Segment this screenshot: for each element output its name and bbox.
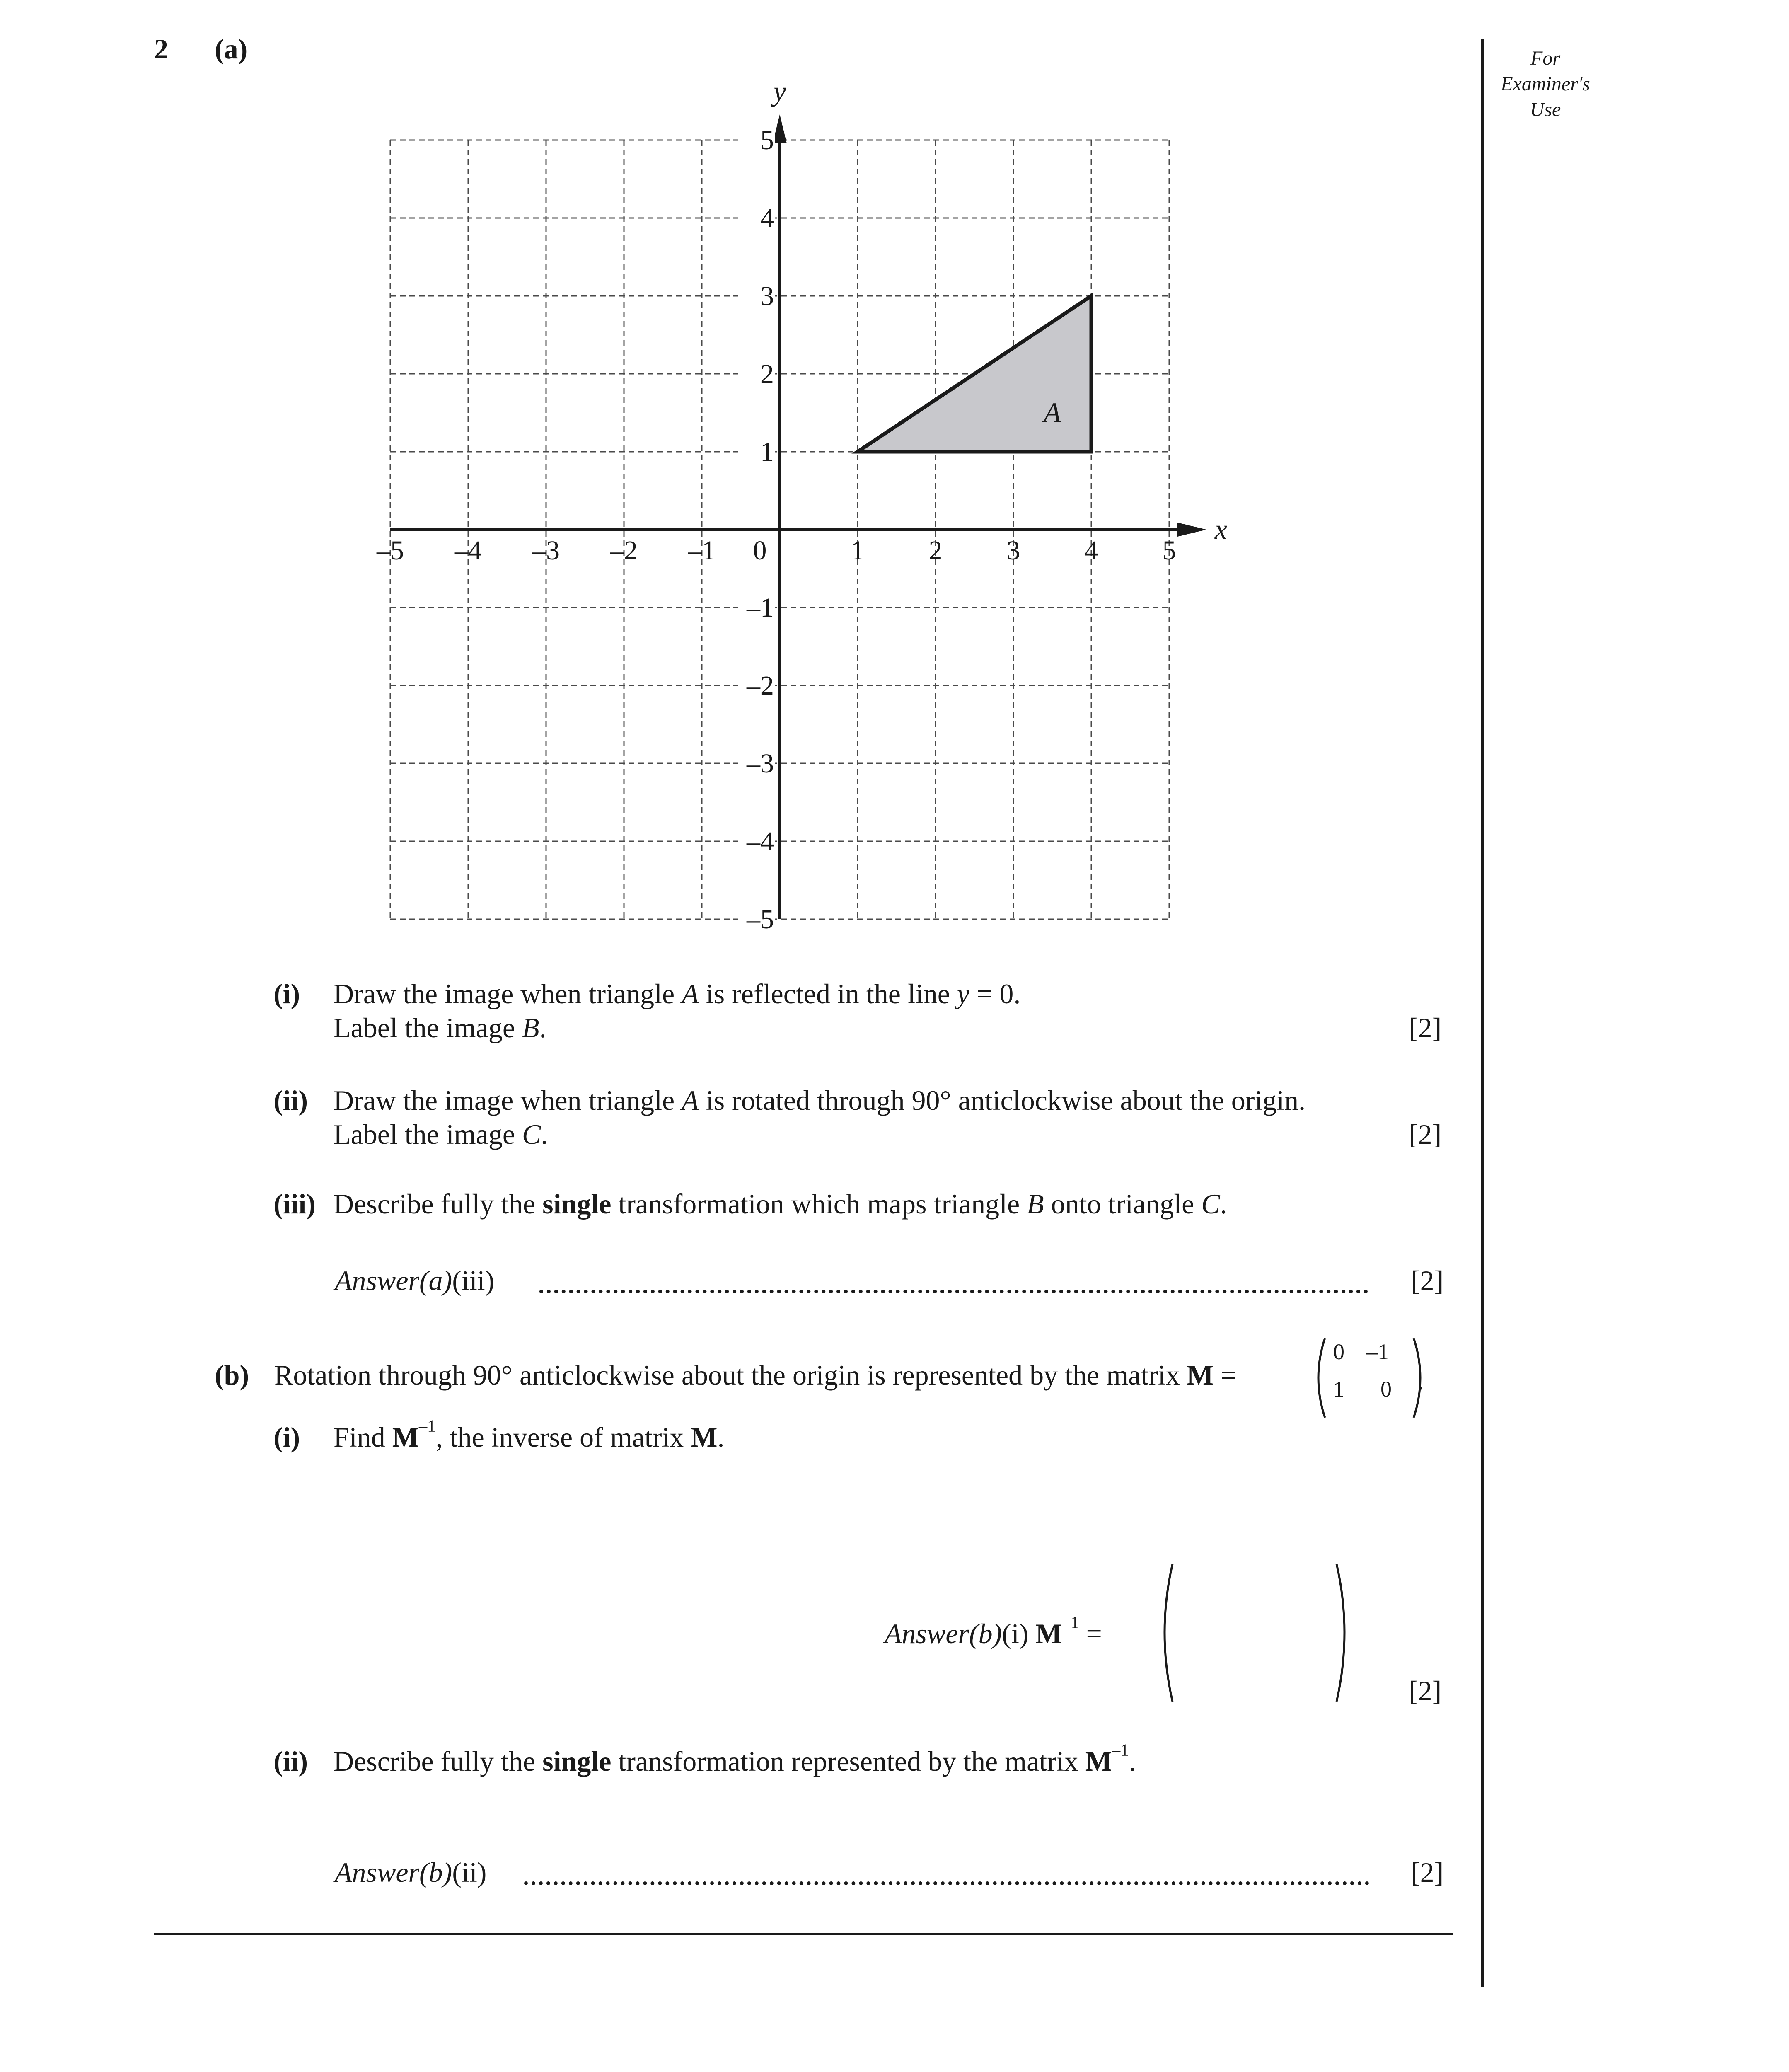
y-axis-arrow xyxy=(773,114,787,143)
part-a-label: (a) xyxy=(215,33,248,65)
b-ii-line xyxy=(334,1740,1136,1778)
text-span: Describe fully the xyxy=(334,1745,543,1777)
triangle-label: A xyxy=(1044,397,1061,428)
y-tick-label: 4 xyxy=(760,203,774,233)
text-span: (ii) xyxy=(452,1857,487,1888)
matrix-cell: 1 xyxy=(1333,1377,1344,1402)
y-tick-label: –4 xyxy=(747,826,774,857)
a-i-label: (i) xyxy=(273,978,300,1009)
text-span: Answer(a) xyxy=(335,1265,452,1296)
text-span: Label the image xyxy=(334,1012,522,1043)
text-span: transformation which maps triangle xyxy=(611,1188,1027,1220)
text-span: M xyxy=(1035,1618,1062,1649)
mark-a-iii: [2] xyxy=(1411,1265,1444,1296)
answer-b-ii-label xyxy=(335,1856,486,1889)
y-tick-label: –5 xyxy=(747,904,774,934)
text-span: . xyxy=(1129,1745,1136,1777)
question-number: 2 xyxy=(154,33,168,65)
a-i-line1 xyxy=(334,977,1020,1010)
text-span: (iii) xyxy=(452,1265,495,1296)
x-tick-label: –2 xyxy=(610,535,638,566)
text-span: single xyxy=(542,1745,612,1777)
x-axis-label: x xyxy=(1214,513,1228,545)
text-span: A xyxy=(682,978,699,1009)
text-span: Label the image xyxy=(334,1118,522,1150)
text-span: M xyxy=(1187,1359,1214,1391)
text-span: M xyxy=(1085,1745,1112,1777)
text-span: Find xyxy=(334,1421,392,1453)
mark-a-i: [2] xyxy=(1409,1012,1442,1043)
y-tick-label: 2 xyxy=(760,359,774,389)
a-iii-label: (iii) xyxy=(273,1188,316,1220)
text-span: is reflected in the line xyxy=(699,978,957,1009)
answer-b-i-label xyxy=(885,1613,1102,1650)
text-span: B xyxy=(522,1012,539,1043)
text-span: A xyxy=(682,1084,699,1116)
text-span: M xyxy=(691,1421,718,1453)
x-tick-label: –3 xyxy=(532,535,560,566)
a-i-line2 xyxy=(334,1011,546,1044)
x-axis-arrow xyxy=(1177,523,1206,537)
b-intro xyxy=(274,1358,1236,1392)
text-span: –1 xyxy=(1062,1613,1079,1632)
mark-a-ii: [2] xyxy=(1409,1118,1442,1150)
x-tick-label: –5 xyxy=(377,535,404,566)
answer-b-ii-line[interactable] xyxy=(524,1881,1369,1885)
x-tick-label: 0 xyxy=(753,535,767,566)
y-tick-label: –2 xyxy=(747,670,774,701)
a-ii-label: (ii) xyxy=(273,1084,308,1116)
text-span: = 0. xyxy=(969,978,1021,1009)
text-span: . xyxy=(717,1421,725,1453)
text-span: y xyxy=(957,978,970,1009)
text-span: , the inverse of matrix xyxy=(435,1421,691,1453)
matrix-cell: 0 xyxy=(1333,1339,1344,1364)
y-tick-label: 3 xyxy=(760,281,774,311)
text-span: single xyxy=(542,1188,612,1220)
y-tick-label: –3 xyxy=(747,748,774,779)
answer-matrix-brackets[interactable] xyxy=(1160,1562,1355,1703)
text-span: –1 xyxy=(418,1416,436,1435)
triangle-a xyxy=(858,296,1091,452)
b-i-label: (i) xyxy=(273,1421,300,1453)
x-tick-label: 5 xyxy=(1162,535,1176,566)
text-span: –1 xyxy=(1112,1740,1129,1760)
examiner-line: Use xyxy=(1530,99,1561,121)
text-span: . xyxy=(1220,1188,1227,1220)
answer-a-iii-label xyxy=(335,1264,494,1297)
text-span: B xyxy=(1027,1188,1044,1220)
text-span: onto triangle xyxy=(1044,1188,1202,1220)
x-tick-label: –4 xyxy=(455,535,482,566)
b-ii-label: (ii) xyxy=(273,1745,308,1777)
y-tick-label: 1 xyxy=(760,437,774,467)
y-tick-label: –1 xyxy=(747,593,774,623)
examiner-line: Examiner's xyxy=(1501,73,1590,95)
b-label: (b) xyxy=(215,1359,249,1391)
a-ii-line1 xyxy=(334,1084,1305,1117)
examiner-line: For xyxy=(1530,47,1560,69)
x-tick-label: –1 xyxy=(688,535,716,566)
matrix-cell: 0 xyxy=(1380,1377,1392,1402)
text-span: = xyxy=(1079,1618,1102,1649)
bottom-rule xyxy=(154,1933,1453,1935)
text-span: C xyxy=(1201,1188,1220,1220)
text-span: M xyxy=(392,1421,419,1453)
text-span: C xyxy=(522,1118,541,1150)
x-tick-label: 1 xyxy=(851,535,865,566)
mark-b-i: [2] xyxy=(1409,1675,1442,1706)
text-span: Draw the image when triangle xyxy=(334,978,682,1009)
matrix-end-dot: . xyxy=(1417,1364,1424,1396)
mark-b-ii: [2] xyxy=(1411,1857,1444,1888)
text-span: Answer(b) xyxy=(335,1857,452,1888)
matrix-cell: –1 xyxy=(1366,1339,1389,1364)
text-span: = xyxy=(1213,1359,1237,1391)
y-axis-label: y xyxy=(773,75,786,107)
text-span: . xyxy=(539,1012,546,1043)
y-tick-label: 5 xyxy=(760,125,774,155)
b-i-line xyxy=(334,1416,725,1454)
answer-a-iii-line[interactable] xyxy=(539,1290,1368,1293)
text-span: is rotated through 90° anticlockwise about the origin. xyxy=(699,1084,1306,1116)
text-span: transformation represented by the matrix xyxy=(611,1745,1085,1777)
a-iii-line xyxy=(334,1187,1227,1220)
text-span: Describe fully the xyxy=(334,1188,543,1220)
text-span: (i) xyxy=(1002,1618,1036,1649)
text-span: . xyxy=(541,1118,548,1150)
a-ii-line2 xyxy=(334,1118,548,1151)
text-span: Draw the image when triangle xyxy=(334,1084,682,1116)
x-tick-label: 2 xyxy=(928,535,943,566)
x-tick-label: 3 xyxy=(1006,535,1020,566)
coordinate-grid xyxy=(0,0,1789,953)
text-span: Answer(b) xyxy=(885,1618,1002,1649)
x-tick-label: 4 xyxy=(1084,535,1098,566)
text-span: Rotation through 90° anticlockwise about the origin is represented by the matrix xyxy=(274,1359,1187,1391)
